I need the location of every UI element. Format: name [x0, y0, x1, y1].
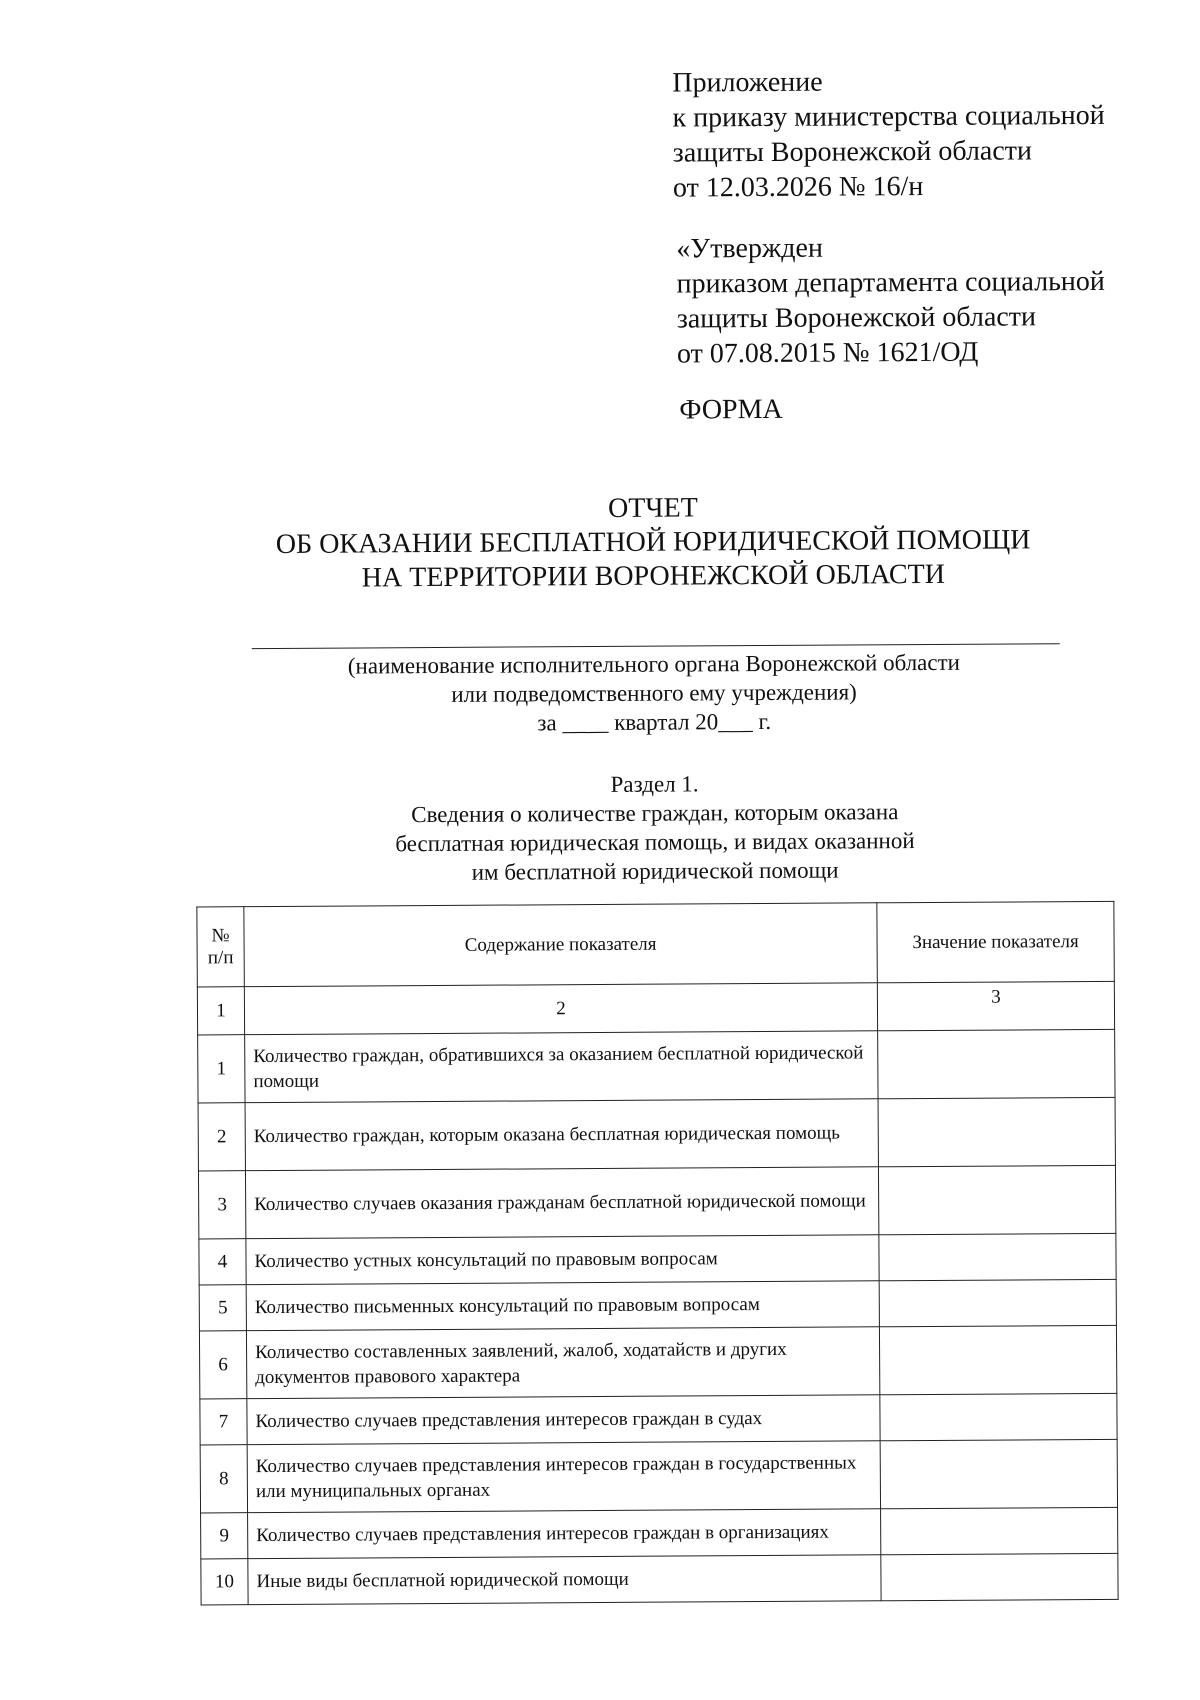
row-num: 5	[199, 1285, 246, 1331]
row-value-input[interactable]	[879, 1279, 1116, 1326]
table-index-row	[197, 981, 1114, 1035]
table-row	[200, 1393, 1117, 1445]
row-value-input[interactable]	[880, 1439, 1117, 1508]
row-text: Количество случаев оказания гражданам бесплатной юридической помощи	[245, 1167, 878, 1239]
row-num: 9	[201, 1513, 248, 1559]
row-value-input[interactable]	[878, 1029, 1115, 1098]
index-cell: 1	[197, 987, 244, 1035]
table-row	[201, 1553, 1118, 1605]
row-num: 7	[200, 1399, 247, 1445]
row-text: Количество случаев представления интересов граждан в государственных или муниципальных органах	[247, 1441, 880, 1513]
section-heading	[200, 767, 1111, 889]
row-text: Количество случаев представления интересов граждан в организациях	[248, 1509, 881, 1559]
row-value-input[interactable]	[878, 1165, 1115, 1234]
table-row	[199, 1325, 1116, 1399]
title-line: ОТЧЕТ	[607, 492, 698, 524]
row-num: 2	[198, 1103, 245, 1171]
period-line: за ____ квартал 20___ г.	[537, 708, 772, 736]
row-num: 10	[201, 1559, 248, 1605]
table-row	[198, 1097, 1115, 1171]
table-row	[198, 1029, 1115, 1103]
row-text: Количество устных консультаций по правовым вопросам	[246, 1235, 879, 1285]
header-value: Значение показателя	[877, 901, 1114, 982]
row-value-input[interactable]	[878, 1097, 1115, 1166]
approved-line: приказом департамента социальной	[676, 265, 1105, 300]
index-cell: 2	[244, 983, 877, 1035]
title-line: НА ТЕРРИТОРИИ ВОРОНЕЖСКОЙ ОБЛАСТИ	[361, 558, 946, 594]
row-text: Количество граждан, которым оказана бесплатная юридическая помощь	[245, 1099, 878, 1171]
index-cell: 3	[877, 981, 1114, 1030]
row-value-input[interactable]	[881, 1553, 1118, 1600]
row-num: 4	[199, 1239, 246, 1285]
appendix-line: Приложение	[672, 66, 823, 99]
table-row	[198, 1165, 1115, 1239]
table-row	[199, 1233, 1116, 1285]
row-value-input[interactable]	[879, 1325, 1116, 1394]
row-value-input[interactable]	[879, 1233, 1116, 1280]
header-content: Содержание показателя	[244, 903, 877, 987]
indicators-table	[196, 901, 1118, 1606]
row-text: Количество граждан, обратившихся за оказанием бесплатной юридической помощи	[245, 1031, 878, 1103]
row-text: Иные виды бесплатной юридической помощи	[248, 1555, 881, 1605]
row-num: 6	[199, 1331, 246, 1399]
table-row	[200, 1439, 1117, 1513]
section-line: им бесплатной юридической помощи	[471, 857, 839, 885]
row-num: 3	[198, 1171, 245, 1239]
row-value-input[interactable]	[880, 1393, 1117, 1440]
header-num: № п/п	[197, 907, 244, 987]
appendix-line: от 12.03.2026 № 16/н	[672, 171, 924, 204]
row-text: Количество письменных консультаций по правовым вопросам	[246, 1281, 879, 1331]
row-text: Количество составленных заявлений, жалоб, ходатайств и других документов правового характера	[246, 1327, 879, 1399]
organization-line: (наименование исполнительного органа Воронежской области	[347, 649, 960, 679]
organization-caption	[199, 647, 1110, 740]
table-header-row	[197, 901, 1114, 987]
appendix-block	[672, 63, 1105, 206]
approved-line: от 07.08.2015 № 1621/ОД	[676, 336, 979, 370]
row-num: 8	[200, 1445, 247, 1513]
section-line: Раздел 1.	[610, 771, 699, 797]
row-text: Количество случаев представления интересов граждан в судах	[247, 1395, 880, 1445]
appendix-line: к приказу министерства социальной	[672, 99, 1105, 134]
row-value-input[interactable]	[881, 1507, 1118, 1554]
form-label: ФОРМА	[679, 393, 783, 426]
approved-line: защиты Воронежской области	[676, 301, 1037, 335]
approved-block	[676, 229, 1105, 372]
table-row	[199, 1279, 1116, 1331]
organization-line: или подведомственного ему учреждения)	[451, 679, 857, 707]
row-num: 1	[198, 1035, 245, 1103]
title-line: ОБ ОКАЗАНИИ БЕСПЛАТНОЙ ЮРИДИЧЕСКОЙ ПОМОЩИ	[275, 524, 1031, 560]
appendix-line: защиты Воронежской области	[672, 135, 1033, 169]
report-title	[198, 489, 1109, 597]
approved-line: «Утвержден	[676, 232, 823, 265]
section-line: Сведения о количестве граждан, которым оказана	[411, 799, 899, 828]
table-row	[201, 1507, 1118, 1559]
section-line: бесплатная юридическая помощь, и видах оказанной	[395, 828, 915, 857]
